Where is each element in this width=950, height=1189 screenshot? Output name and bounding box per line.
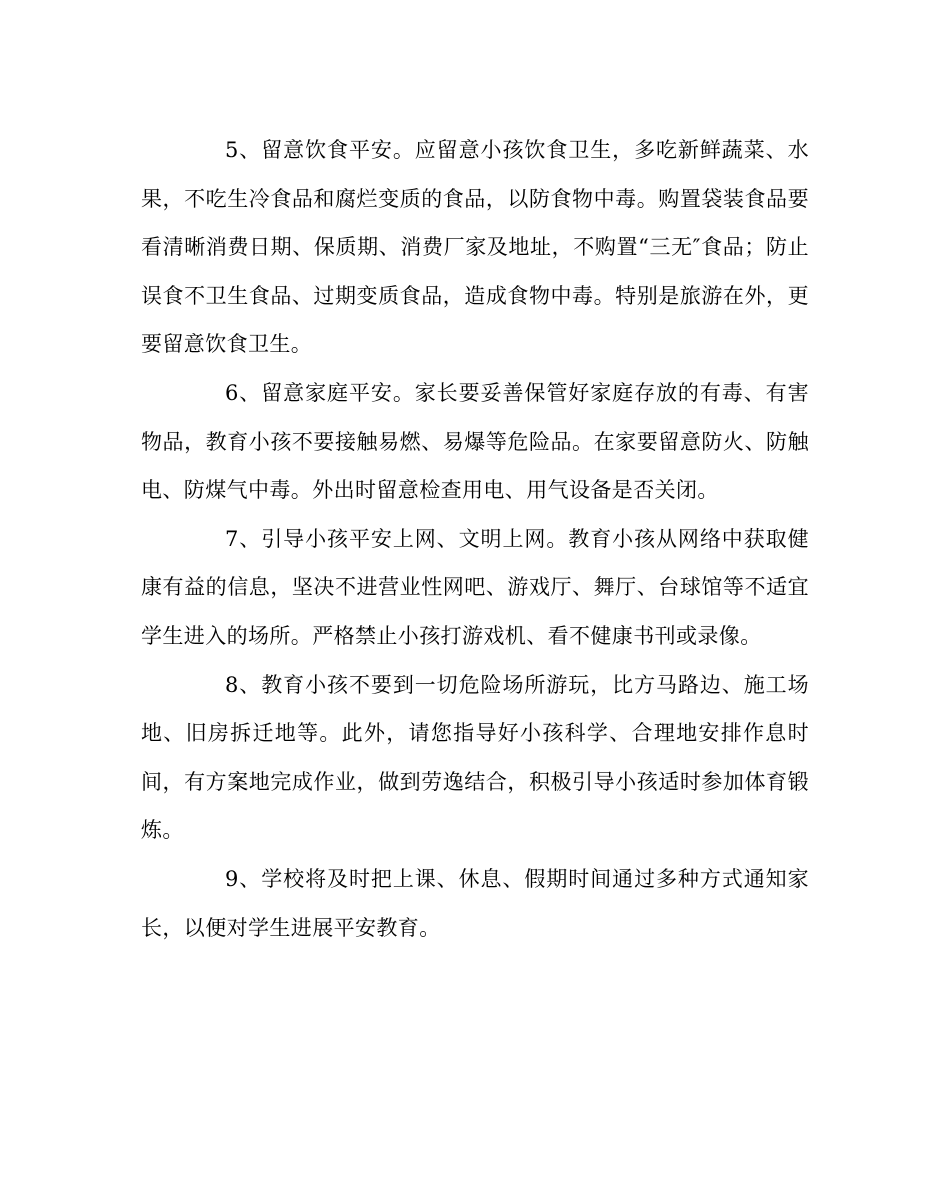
document-body [141,126,809,952]
paragraph-item-6: 6、留意家庭平安。家长要妥善保管好家庭存放的有毒、有害物品，教育小孩不要接触易燃、易爆等危险品。在家要留意防火、防触电、防煤气中毒。外出时留意检查用电、用气设备是否关闭。 [141,380,809,503]
paragraph-item-9: 9、学校将及时把上课、休息、假期时间通过多种方式通知家长，以便对学生进展平安教育。 [141,866,809,940]
paragraph-item-7: 7、引导小孩平安上网、文明上网。教育小孩从网络中获取健康有益的信息，坚决不进营业性网吧、游戏厅、舞厅、台球馆等不适宜学生进入的场所。严格禁止小孩打游戏机、看不健康书刊或录像。 [141,526,809,648]
paragraph-item-5: 5、留意饮食平安。应留意小孩饮食卫生，多吃新鲜蔬菜、水果，不吃生冷食品和腐烂变质的食品，以防食物中毒。购置袋装食品要看清晰消费日期、保质期、消费厂家及地址，不购置“三无″食品；防止误食不卫生食品、过期变质食品，造成食物中毒。特别是旅游在外，更要留意饮食卫生。 [141,138,809,357]
paragraph-item-8: 8、教育小孩不要到一切危险场所游玩，比方马路边、施工场地、旧房拆迁地等。此外，请您指导好小孩科学、合理地安排作息时间，有方案地完成作业，做到劳逸结合，积极引导小孩适时参加体育锻炼。 [141,672,809,843]
